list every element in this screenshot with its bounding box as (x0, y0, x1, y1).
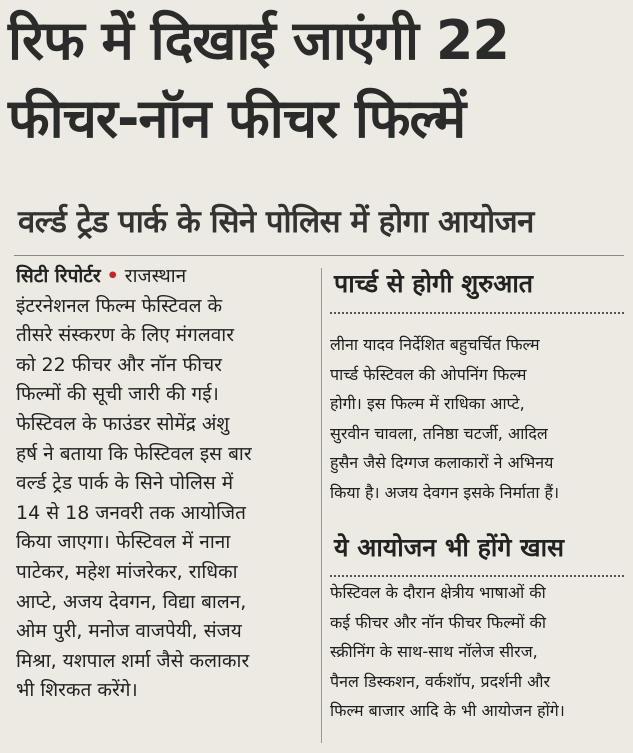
sidebar-1-dotted-rule (330, 312, 624, 314)
story-line: किया जाएगा। फेस्टिवल में नाना (16, 531, 231, 554)
sidebar-2-line: फिल्म बाजार आदि के भी आयोजन होंगे। (330, 701, 565, 720)
headline-line-1: रिफ में दिखाई जाएंगी 22 (8, 9, 509, 72)
story-first-line-text: राजस्थान (124, 265, 187, 287)
column-divider (321, 268, 322, 743)
top-rule (14, 255, 624, 256)
sidebar-2-dotted-rule (330, 575, 624, 577)
sidebar-2-body (330, 578, 626, 726)
bullet-dot-icon: • (106, 265, 119, 287)
sidebar-1-title: पार्च्ड से होगी शुरुआत (334, 269, 534, 298)
sidebar-1-line: लीना यादव निर्देशित बहुचर्चित फिल्म (330, 335, 540, 354)
subheadline: वर्ल्ड ट्रेड पार्क के सिने पोलिस में होगा आयोजन (18, 204, 534, 240)
story-first-line (16, 262, 314, 292)
story-line: हर्ष ने बताया कि फेस्टिवल इस बार (16, 442, 252, 465)
story-line: इंटरनेशनल फिल्म फेस्टिवल के (16, 294, 223, 317)
sidebar-1-line: पार्च्ड फेस्टिवल की ओपनिंग फिल्म (330, 364, 527, 384)
story-line: को 22 फीचर और नॉन फीचर (16, 353, 222, 376)
main-story (16, 262, 314, 706)
byline: सिटी रिपोर्टर (16, 265, 101, 287)
story-line: फेस्टिवल के फाउंडर सोमेंद्र अंशु (16, 412, 230, 435)
sidebar-1-line: सुरवीन चावला, तनिष्ठा चटर्जी, आदिल (330, 423, 548, 443)
story-line: मिश्रा, यशपाल शर्मा जैसे कलाकार (16, 649, 250, 672)
story-line: भी शिरकत करेंगे। (16, 679, 138, 702)
sidebar-2-title: ये आयोजन भी होंगे खास (334, 533, 564, 562)
story-line: पाटेकर, महेश मांजरेकर, राधिका (16, 560, 238, 583)
sidebar-2-line: कई फीचर और नॉन फीचर फिल्मों की (330, 612, 546, 632)
sidebar-1-line: हुसैन जैसे दिग्गज कलाकारों ने अभिनय (330, 453, 554, 472)
headline-line-2: फीचर-नॉन फीचर फिल्में (8, 87, 466, 150)
story-line: 14 से 18 जनवरी तक आयोजित (16, 501, 246, 524)
sidebar-2-line: स्क्रीनिंग के साथ-साथ नॉलेज सीरज, (330, 642, 538, 661)
story-line: तीसरे संस्करण के लिए मंगलवार (16, 324, 234, 347)
sidebar-1-body (330, 330, 626, 507)
story-line: आप्टे, अजय देवगन, विद्या बालन, (16, 590, 247, 613)
story-line: फिल्मों की सूची जारी की गई। (16, 383, 219, 406)
sidebar-2-line: फेस्टिवल के दौरान क्षेत्रीय भाषाओं की (330, 583, 546, 602)
story-line: ओम पुरी, मनोज वाजपेयी, संजय (16, 620, 242, 643)
sidebar-2-line: पैनल डिस्कशन, वर्कशॉप, प्रदर्शनी और (330, 671, 551, 691)
sidebar-1-line: किया है। अजय देवगन इसके निर्माता हैं। (330, 482, 560, 502)
story-line: वर्ल्ड ट्रेड पार्क के सिने पोलिस में (16, 472, 234, 495)
sidebar-1-line: होगी। इस फिल्म में राधिका आप्टे, (330, 394, 525, 413)
